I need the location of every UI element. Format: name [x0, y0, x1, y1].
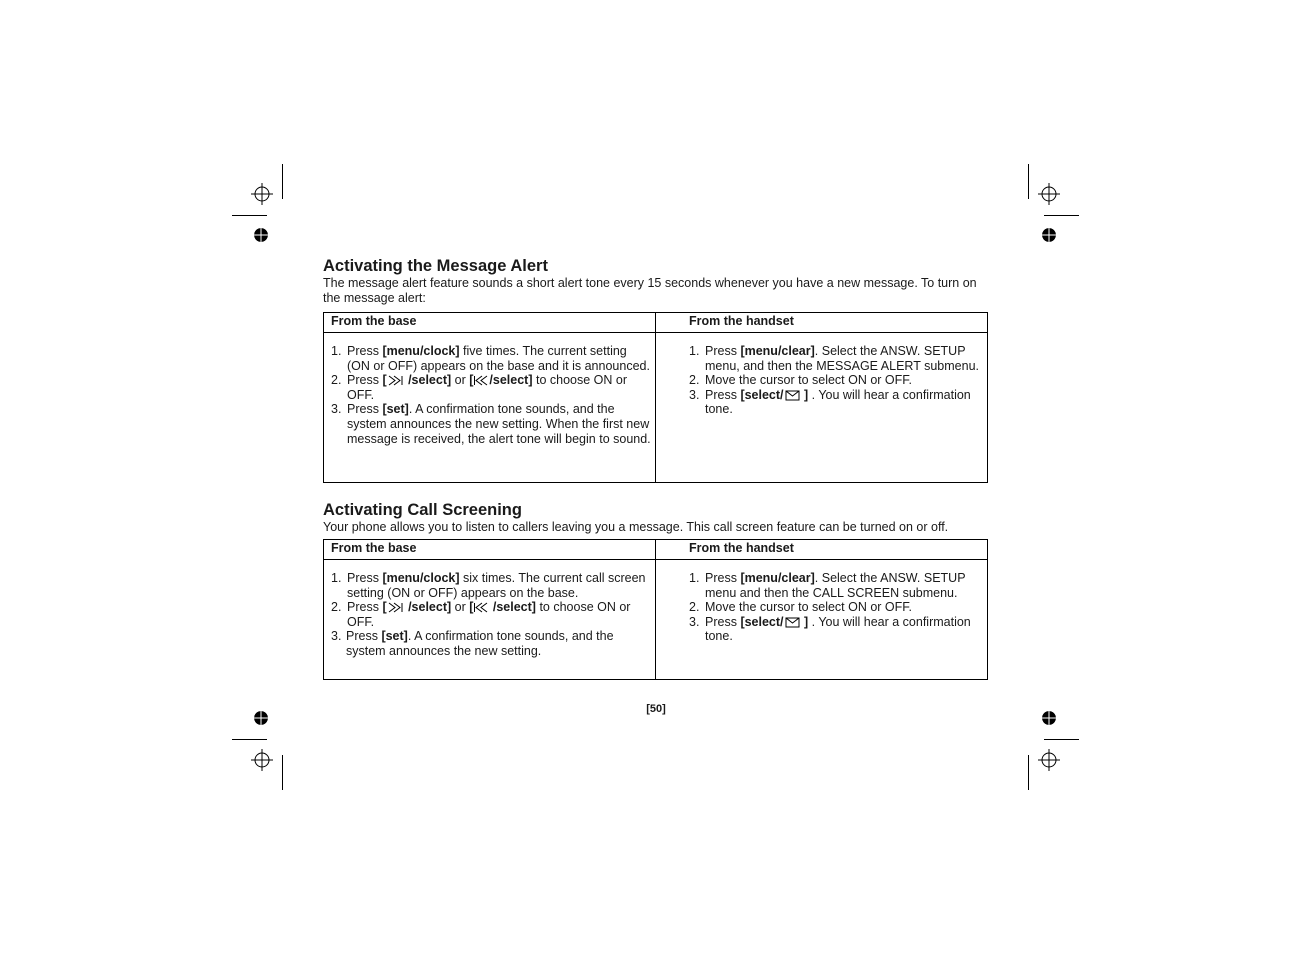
section-title: Activating Call Screening: [323, 501, 522, 519]
key-label: [set]: [381, 629, 408, 644]
column-header-base: From the base: [324, 540, 656, 560]
skip-forward-icon: [387, 602, 405, 613]
step-item: 1. Press [menu/clock] five times. The current setting (ON or OFF) appears on the base and it is announced.: [331, 344, 650, 373]
crop-mark: [232, 739, 267, 740]
step-item: 3. Press [set]. A confirmation tone sounds, and the system announces the new setting. When the first new message is received, the alert tone will begin to sound.: [331, 402, 651, 446]
base-steps-cell: [324, 560, 656, 680]
section-title: Activating the Message Alert: [323, 257, 548, 275]
crop-mark: [1028, 755, 1029, 790]
column-header-handset: From the handset: [656, 540, 988, 560]
step-item: 3. Press [set]. A confirmation tone sounds, and the system announces the new setting.: [331, 629, 614, 658]
crop-mark: [282, 755, 283, 790]
section-message-alert: [323, 256, 988, 483]
step-item: 1. Press [menu/clear]. Select the ANSW. SETUP menu, and then the MESSAGE ALERT submenu.: [689, 344, 980, 373]
base-steps-list: [331, 571, 651, 659]
crosshair-icon: [1038, 749, 1060, 771]
section-intro: The message alert feature sounds a short alert tone every 15 seconds whenever you have a new message. To turn on the message alert:: [323, 276, 977, 305]
crosshair-icon: [251, 749, 273, 771]
step-item: 2. Move the cursor to select ON or OFF.: [689, 600, 913, 615]
handset-steps-list: [689, 571, 983, 644]
registration-dot-icon: [254, 228, 268, 242]
skip-back-icon: [473, 602, 489, 613]
column-header-handset: From the handset: [656, 313, 988, 333]
base-steps-cell: [324, 333, 656, 483]
step-item: 2. Press [ /select] or [ /select] to choose ON or OFF.: [331, 600, 631, 629]
crop-mark: [1044, 215, 1079, 216]
section-call-screening: [323, 500, 988, 680]
step-item: 3. Press [select/ ] . You will hear a confirmation tone.: [689, 387, 971, 417]
skip-forward-icon: [387, 375, 405, 386]
step-item: 2. Press [ /select] or [ /select] to choose ON or OFF.: [331, 373, 627, 402]
column-header-base: From the base: [324, 313, 656, 333]
page-content: [323, 256, 988, 680]
base-steps-list: [331, 344, 651, 446]
instructions-table: [323, 312, 988, 483]
step-item: 3. Press [select/ ] . You will hear a confirmation tone.: [689, 614, 971, 644]
handset-steps-cell: [656, 560, 988, 680]
crop-mark: [1044, 739, 1079, 740]
handset-steps-list: [689, 344, 983, 417]
crop-mark: [282, 164, 283, 199]
key-label: [menu/clear]: [740, 344, 815, 358]
envelope-icon: [784, 390, 801, 401]
crop-mark: [1028, 164, 1029, 199]
crop-mark: [232, 215, 267, 216]
skip-back-icon: [473, 375, 489, 386]
crosshair-icon: [1038, 183, 1060, 205]
key-label: [menu/clock]: [382, 344, 460, 358]
handset-steps-cell: [656, 333, 988, 483]
page-number: [50]: [646, 703, 666, 715]
registration-dot-icon: [1042, 228, 1056, 242]
envelope-icon: [784, 617, 801, 628]
key-label: [set]: [382, 402, 409, 417]
step-item: 1. Press [menu/clear]. Select the ANSW. SETUP menu and then the CALL SCREEN submenu.: [689, 571, 966, 600]
step-item: 1. Press [menu/clock] six times. The current call screen setting (ON or OFF) appears on the base.: [331, 571, 646, 600]
key-label: [menu/clear]: [740, 571, 815, 585]
key-label: [menu/clock]: [382, 571, 460, 585]
section-intro: Your phone allows you to listen to callers leaving you a message. This call screen feature can be turned on or off.: [323, 520, 949, 534]
step-item: 2. Move the cursor to select ON or OFF.: [689, 373, 913, 388]
crosshair-icon: [251, 183, 273, 205]
instructions-table: [323, 539, 988, 680]
